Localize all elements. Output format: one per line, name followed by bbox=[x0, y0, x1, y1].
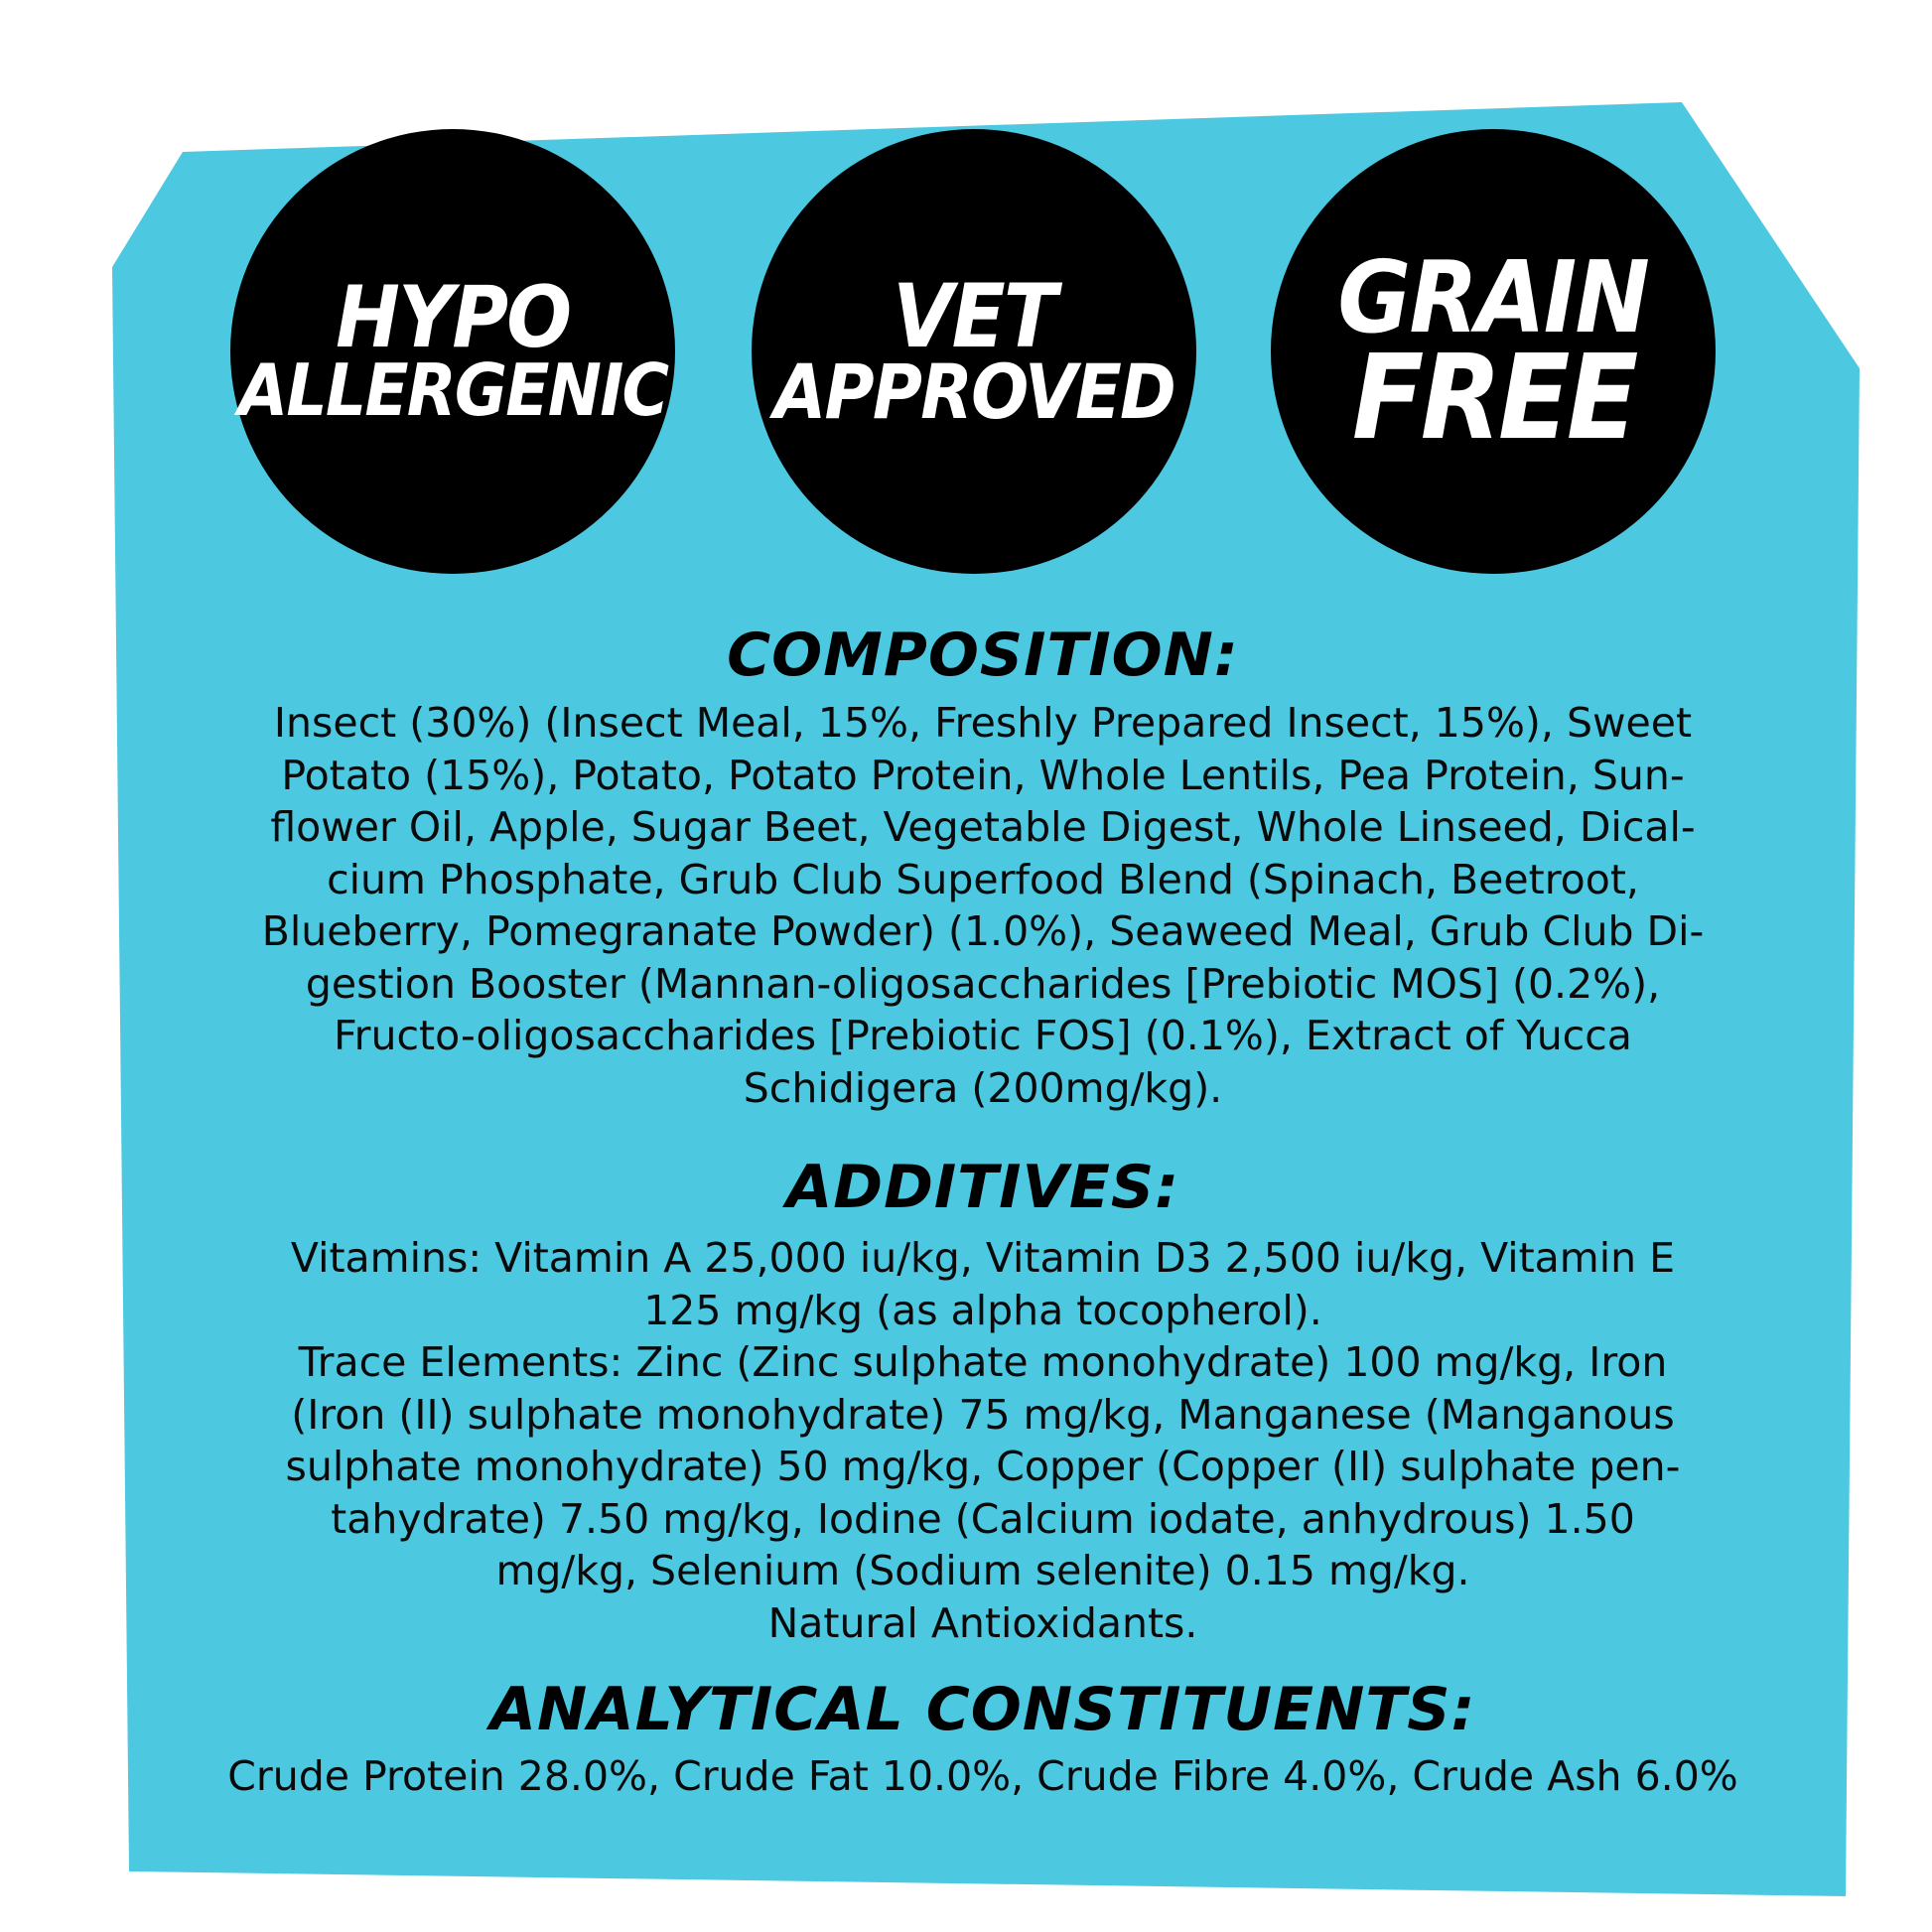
text-line: mg/kg, Selenium (Sodium selenite) 0.15 mg/kg. bbox=[495, 1547, 1470, 1594]
text-line: Potato (15%), Potato, Potato Protein, Whole Lentils, Pea Protein, Sun- bbox=[281, 751, 1685, 799]
text-line: Schidigera (200mg/kg). bbox=[743, 1063, 1223, 1112]
text-line: Blueberry, Pomegranate Powder) (1.0%), Seaweed Meal, Grub Club Di- bbox=[261, 907, 1705, 955]
text-line: flower Oil, Apple, Sugar Beet, Vegetable Digest, Whole Linseed, Dical- bbox=[270, 803, 1696, 851]
text-line: sulphate monohydrate) 50 mg/kg, Copper (Copper (II) sulphate pen- bbox=[285, 1443, 1681, 1490]
text-line: cium Phosphate, Grub Club Superfood Blend (Spinach, Beetroot, bbox=[327, 855, 1639, 903]
text-line: Insect (30%) (Insect Meal, 15%, Freshly Prepared Insect, 15%), Sweet bbox=[273, 699, 1693, 747]
badge-line: ALLERGENIC bbox=[237, 348, 668, 433]
badge-line: HYPO bbox=[335, 268, 571, 368]
label-content bbox=[189, 0, 1777, 1932]
composition-heading: COMPOSITION: bbox=[727, 621, 1239, 690]
text-line: Vitamins: Vitamin A 25,000 iu/kg, Vitamin D3 2,500 iu/kg, Vitamin E bbox=[290, 1234, 1676, 1282]
text-line: 125 mg/kg (as alpha tocopherol). bbox=[643, 1286, 1322, 1334]
text-line: (Iron (II) sulphate monohydrate) 75 mg/kg, Manganese (Manganous bbox=[291, 1390, 1675, 1439]
badge-line: FREE bbox=[1351, 328, 1635, 466]
text-line: Fructo-oligosaccharides [Prebiotic FOS] (0.1%), Extract of Yucca bbox=[334, 1012, 1632, 1059]
text-line: Natural Antioxidants. bbox=[767, 1598, 1198, 1647]
additives-text bbox=[189, 1232, 1777, 1649]
text-line: gestion Booster (Mannan-oligosaccharides [Prebiotic MOS] (0.2%), bbox=[305, 959, 1661, 1008]
additives-heading: ADDITIVES: bbox=[785, 1153, 1180, 1222]
badge-line: APPROVED bbox=[773, 346, 1174, 436]
analytical-constituents-text: Crude Protein 28.0%, Crude Fat 10.0%, Crude Fibre 4.0%, Crude Ash 6.0% bbox=[227, 1752, 1738, 1800]
composition-text bbox=[189, 697, 1777, 1114]
text-line: Trace Elements: Zinc (Zinc sulphate monohydrate) 100 mg/kg, Iron bbox=[298, 1338, 1668, 1386]
text-line: tahydrate) 7.50 mg/kg, Iodine (Calcium iodate, anhydrous) 1.50 bbox=[331, 1494, 1635, 1543]
analytical-constituents-heading: ANALYTICAL CONSTITUENTS: bbox=[489, 1675, 1476, 1744]
badge-line: GRAIN bbox=[1337, 238, 1649, 355]
badge-line: VET bbox=[892, 264, 1056, 367]
